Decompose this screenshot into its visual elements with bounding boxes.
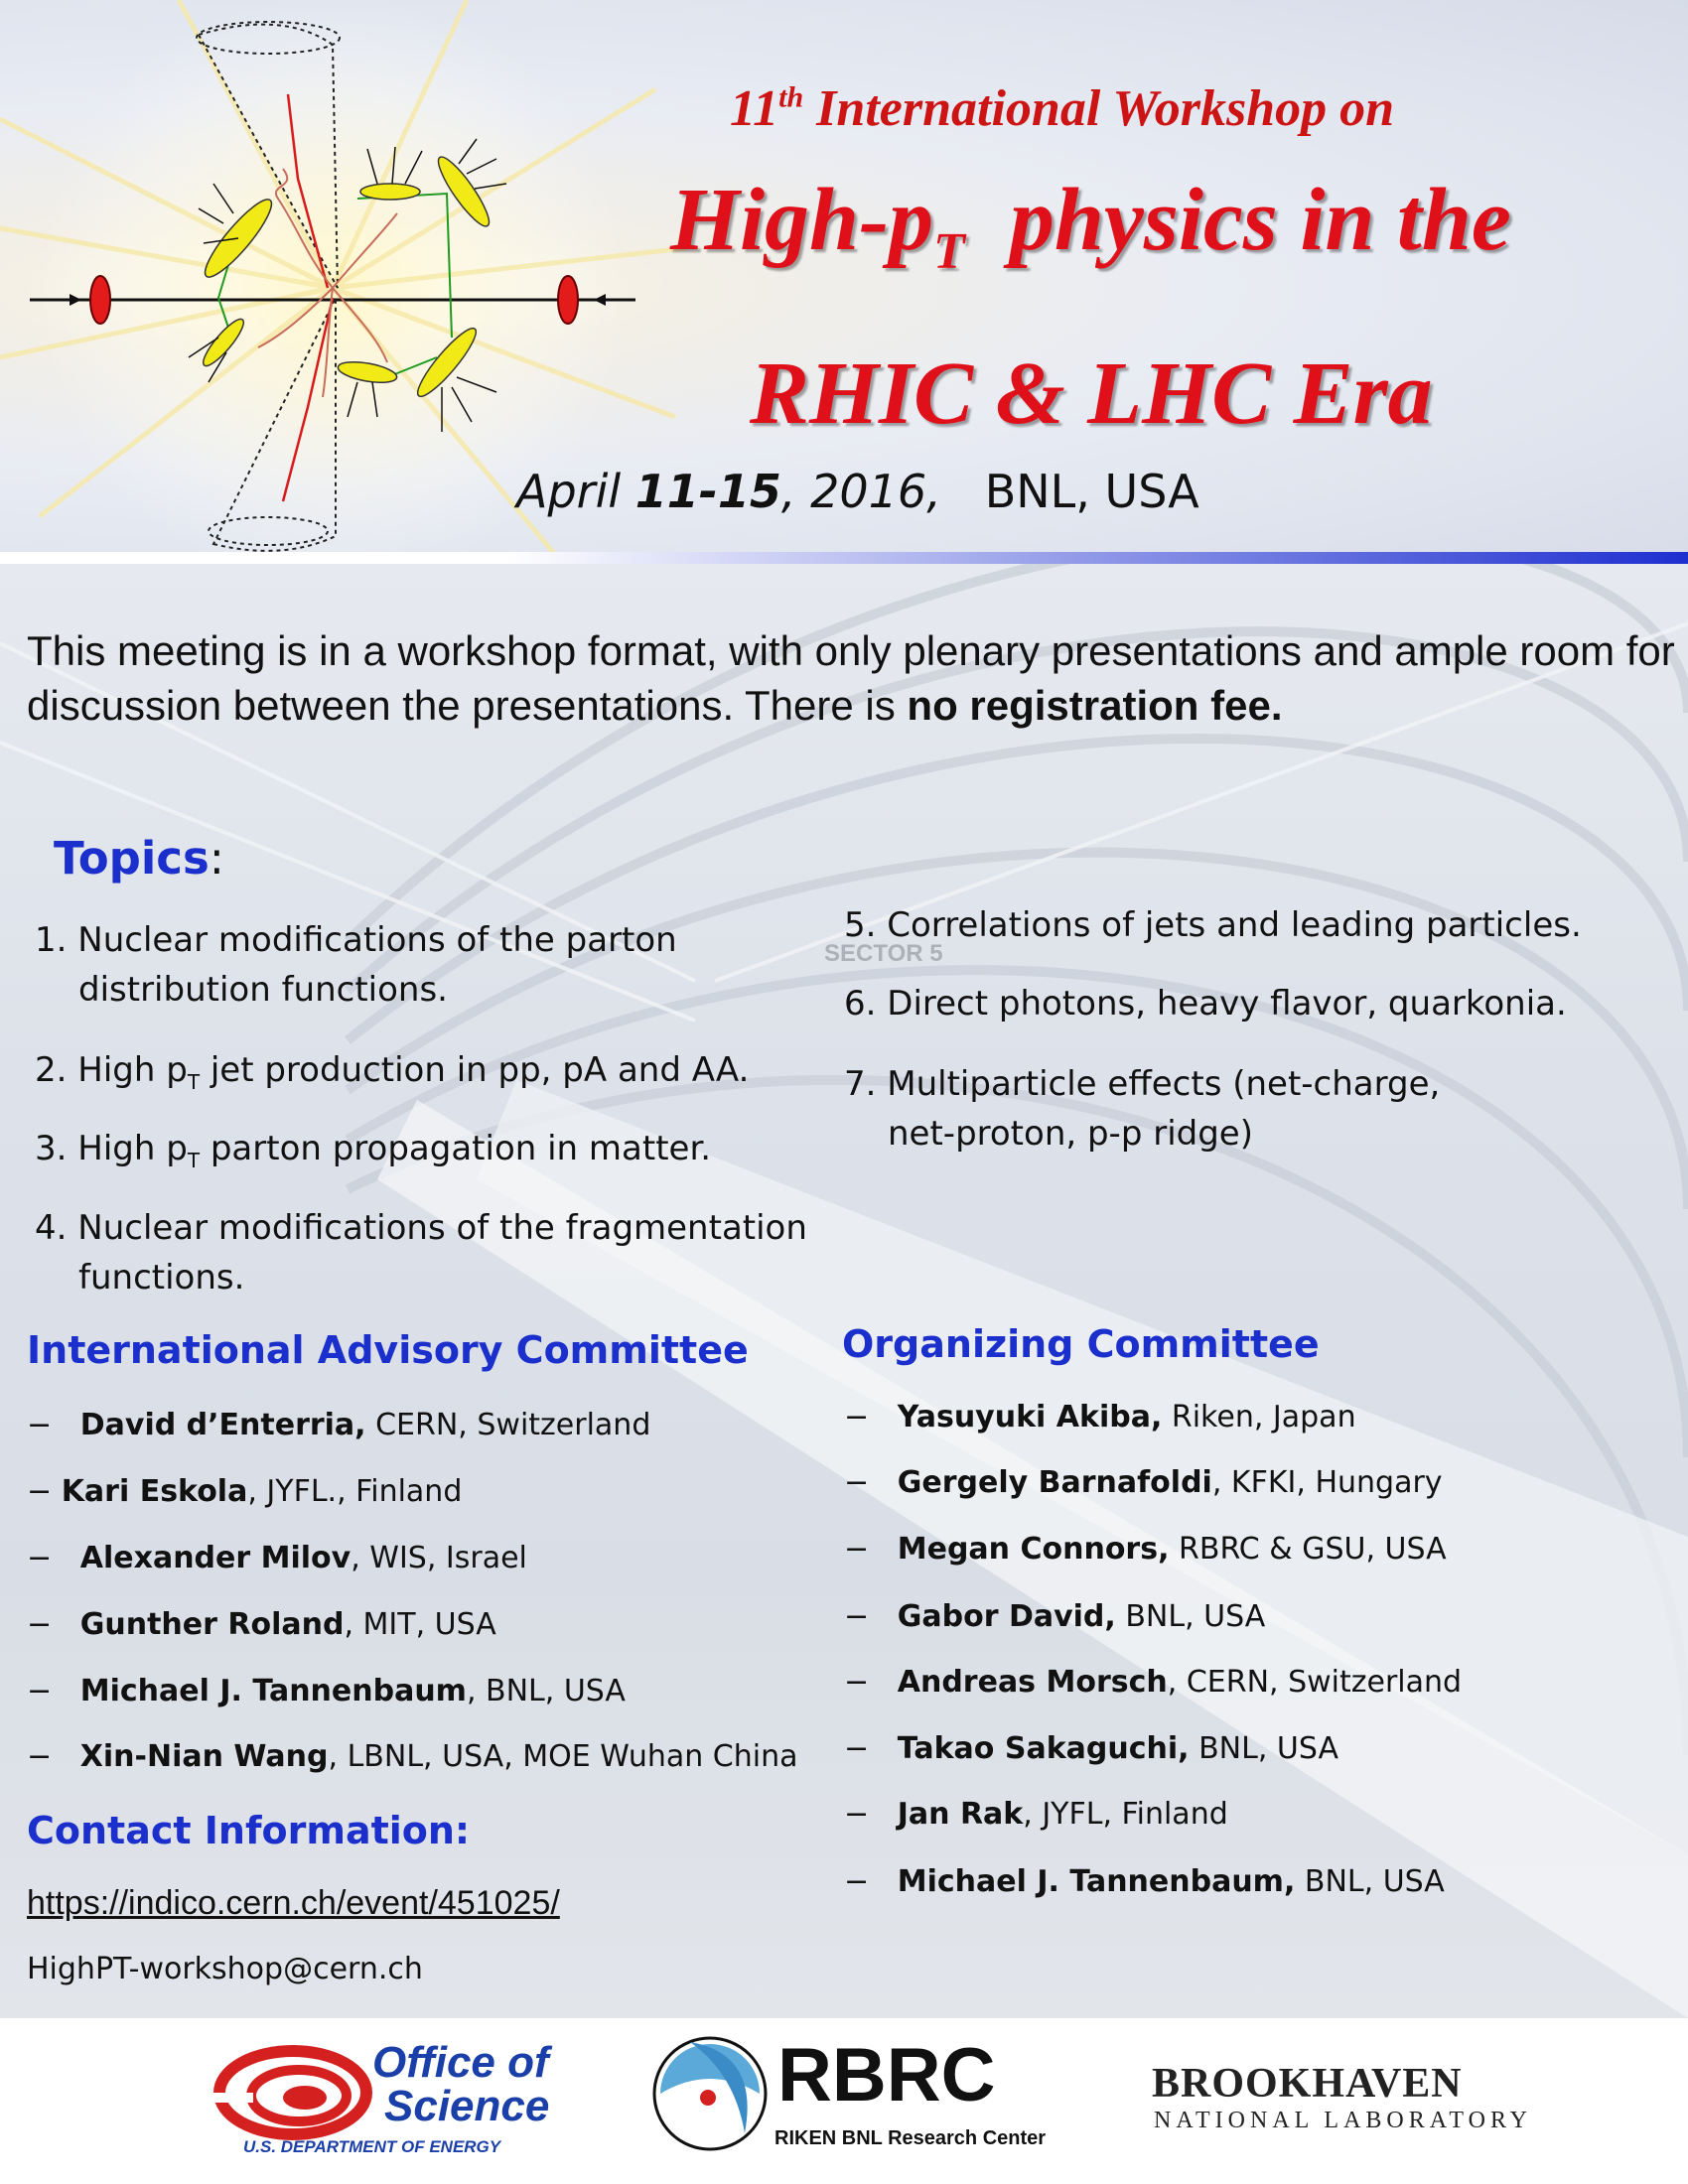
brookhaven-logo: BROOKHAVEN NATIONAL LABORATORY [1152, 2061, 1533, 2133]
event-url-link[interactable]: https://indico.cern.ch/event/451025/ [27, 1884, 560, 1922]
advisory-member: − David d’Enterria, CERN, Switzerland [27, 1408, 651, 1442]
header-divider [0, 552, 1688, 564]
organizing-member: − Takao Sakaguchi, BNL, USA [844, 1731, 1338, 1766]
organizing-member: − Michael J. Tannenbaum, BNL, USA [844, 1864, 1445, 1899]
advisory-member: − Gunther Roland, MIT, USA [27, 1607, 496, 1642]
intro-paragraph: This meeting is in a workshop format, with only plenary presentations and ample room for discussion between the presentations. There is no registration fee. [27, 627, 1675, 729]
contact-email: HighPT-workshop@cern.ch [27, 1952, 423, 1986]
topic-item-2: 2. High $p_T$ jet production in pp, pA and AA. [35, 1050, 750, 1094]
advisory-member: − Kari Eskola, JYFL., Finland [27, 1474, 463, 1509]
organizing-member: − Gabor David, BNL, USA [844, 1599, 1266, 1634]
topic-item-1: 1. Nuclear modifications of the parton distribution functions. [35, 920, 677, 1010]
doe-swirl-icon [213, 2038, 372, 2147]
sector-label: SECTOR 5 [824, 940, 943, 967]
advisory-member: − Michael J. Tannenbaum, BNL, USA [27, 1674, 626, 1708]
organizing-member: − Megan Connors, RBRC & GSU, USA [844, 1532, 1447, 1567]
organizing-member: − Yasuyuki Akiba, Riken, Japan [844, 1400, 1356, 1434]
incoming-nucleus-right [558, 276, 578, 324]
title-line-1: High-$p_T$ physics in the [670, 171, 1511, 280]
topic-item-5: 5. Correlations of jets and leading particles. [844, 905, 1582, 945]
topic-item-4: 4. Nuclear modifications of the fragmentation functions. [35, 1208, 807, 1297]
title-line-2: RHIC & LHC Era [750, 344, 1433, 443]
organizing-member: − Gergely Barnafoldi, KFKI, Hungary [844, 1465, 1443, 1500]
organizing-committee-heading: Organizing Committee [842, 1322, 1320, 1366]
advisory-committee-heading: International Advisory Committee [27, 1328, 749, 1372]
workshop-line: 11th International Workshop on [730, 80, 1395, 137]
topic-item-7: 7. Multiparticle effects (net-charge, net-proton, p-p ridge) [844, 1064, 1441, 1154]
event-date: April 11-15, 2016, BNL, USA [516, 465, 1199, 518]
topics-heading: Topics: [54, 832, 224, 885]
contact-heading: Contact Information: [27, 1809, 471, 1852]
topic-item-6: 6. Direct photons, heavy flavor, quarkonia. [844, 984, 1567, 1024]
advisory-member: − Alexander Milov, WIS, Israel [27, 1541, 527, 1575]
organizing-member: − Jan Rak, JYFL, Finland [844, 1797, 1228, 1832]
advisory-member: − Xin-Nian Wang, LBNL, USA, MOE Wuhan China [27, 1739, 798, 1774]
rbrc-emblem-icon [650, 2034, 770, 2153]
header-banner [0, 0, 1688, 559]
organizing-member: − Andreas Morsch, CERN, Switzerland [844, 1665, 1463, 1700]
topic-item-3: 3. High $p_T$ parton propagation in matter. [35, 1129, 712, 1172]
incoming-nucleus-left [90, 276, 110, 324]
rbrc-logo: RBRC RIKEN BNL Research Center [650, 2028, 1097, 2177]
doe-office-of-science-logo: Office of Science U.S. DEPARTMENT OF ENERGY [213, 2038, 591, 2157]
